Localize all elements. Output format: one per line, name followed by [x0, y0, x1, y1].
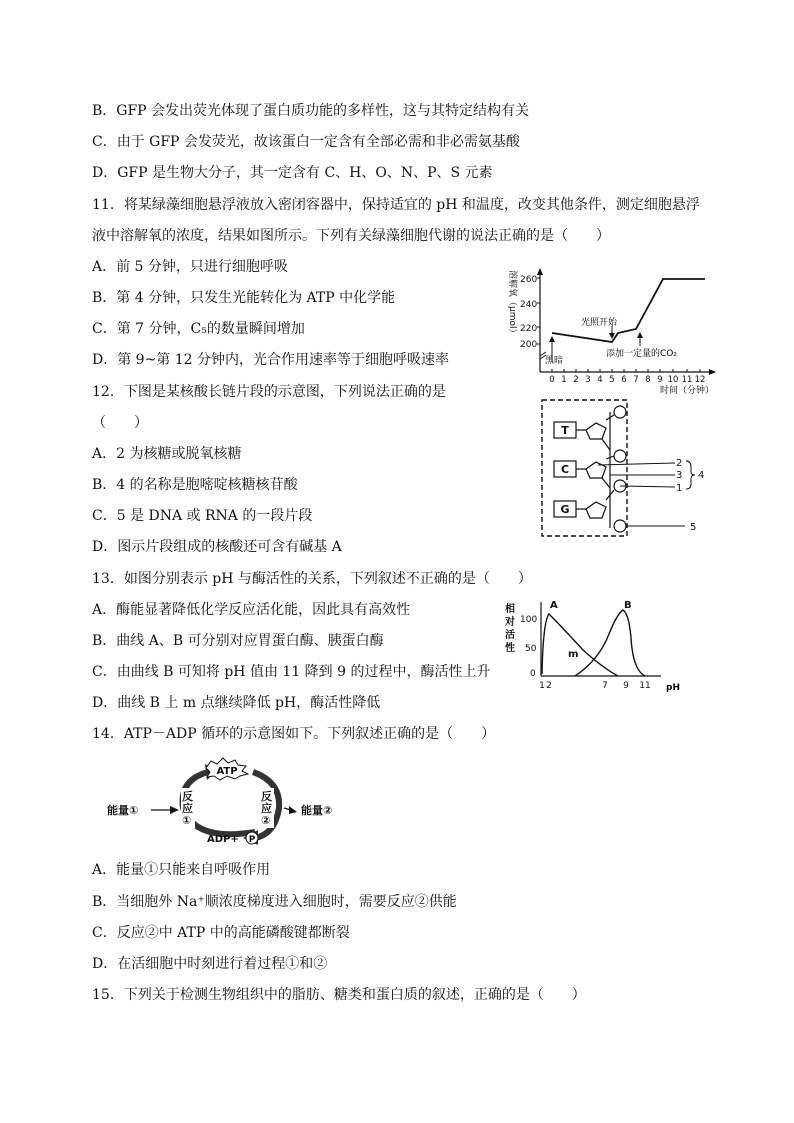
label-5: 5	[690, 522, 697, 533]
dark-label: 黑暗	[545, 356, 564, 366]
x-tick-9: 9	[623, 681, 629, 691]
light-start-label: 光照开始	[581, 318, 618, 328]
reaction-2-char-2: 应	[261, 802, 272, 815]
nucleic-acid-diagram	[540, 398, 725, 543]
dissolved-oxygen-graph	[500, 262, 720, 398]
question-13-stem: 13．如图分别表示 pH 与酶活性的关系，下列叙述不正确的是（ ）	[92, 571, 532, 587]
x-tick-12: 12	[694, 375, 706, 385]
add-co2-label: 添加一定量的CO₂	[606, 349, 677, 359]
base-c: C	[560, 463, 570, 476]
x-tick-2: 2	[546, 681, 552, 691]
option-d-q12: D．图示片段组成的核酸还可含有碱基 A	[92, 539, 342, 555]
x-tick-0: 0	[549, 375, 555, 385]
phosphate-label: P	[248, 835, 256, 845]
x-tick-2: 2	[573, 375, 579, 385]
ylabel-char-4: 性	[505, 643, 515, 654]
y-tick-200: 200	[520, 340, 538, 350]
x-tick-8: 8	[645, 375, 651, 385]
y-tick-100: 100	[520, 615, 538, 625]
option-d-q11: D．第 9~第 12 分钟内，光合作用速率等于细胞呼吸速率	[92, 352, 450, 368]
energy-2-label: 能量②	[301, 804, 333, 817]
option-b-q12: B．4 的名称是胞嘧啶核糖核苷酸	[92, 477, 298, 493]
y-tick-260: 260	[520, 275, 538, 285]
ylabel-char-3: 活	[505, 630, 515, 641]
x-tick-7: 7	[602, 681, 608, 691]
option-d-q10: D．GFP 是生物大分子，其一定含有 C、H、O、N、P、S 元素	[92, 165, 493, 181]
x-tick-11: 11	[681, 375, 693, 385]
x-tick-1: 1	[539, 681, 545, 691]
x-tick-7: 7	[633, 375, 639, 385]
option-c-q11: C．第 7 分钟，C₅的数量瞬间增加	[92, 321, 305, 337]
option-c-q13: C．由曲线 B 可知将 pH 值由 11 降到 9 的过程中，酶活性上升	[92, 664, 491, 680]
option-d-q13: D．曲线 B 上 m 点继续降低 pH，酶活性降低	[92, 695, 381, 711]
energy-1-label: 能量①	[107, 804, 139, 817]
label-2: 2	[676, 458, 683, 469]
curve-a	[542, 614, 618, 676]
base-g: G	[560, 503, 570, 516]
option-a-q11: A．前 5 分钟，只进行细胞呼吸	[92, 259, 288, 275]
base-t: T	[561, 424, 569, 437]
y-tick-220: 220	[520, 324, 538, 334]
point-m-label: m	[568, 649, 579, 660]
reaction-1-char-1: 反	[182, 790, 193, 803]
question-12-stem-1: 12．下图是某核酸长链片段的示意图，下列说法正确的是	[92, 384, 446, 400]
oxygen-curve	[552, 279, 705, 342]
time-x-label: 时间（分钟）	[660, 386, 715, 396]
option-a-q13: A．酶能显著降低化学反应活化能，因此具有高效性	[92, 602, 411, 618]
adp-label: ADP+	[207, 834, 239, 845]
option-c-q14: C．反应②中 ATP 中的高能磷酸键都断裂	[92, 925, 350, 941]
curve-b-label: B	[624, 600, 632, 611]
x-tick-11: 11	[639, 681, 651, 691]
y-tick-240: 240	[520, 300, 538, 310]
ylabel-char-2: 对	[505, 617, 515, 628]
oxygen-y-label: 溶解氧（μmol）	[507, 270, 517, 338]
option-c-q10: C．由于 GFP 会发荧光，故该蛋白一定含有全部必需和非必需氨基酸	[92, 134, 520, 150]
option-a-q12: A．2 为核糖或脱氧核糖	[92, 446, 242, 462]
question-11-stem-1: 11．将某绿藻细胞悬浮液放入密闭容器中，保持适宜的 pH 和温度，改变其他条件，测定细胞悬浮	[92, 197, 700, 213]
option-c-q12: C．5 是 DNA 或 RNA 的一段片段	[92, 508, 313, 524]
x-tick-6: 6	[621, 375, 627, 385]
x-tick-1: 1	[561, 375, 567, 385]
x-tick-4: 4	[597, 375, 603, 385]
x-tick-5: 5	[609, 375, 615, 385]
ph-activity-graph	[503, 598, 693, 696]
question-14-stem: 14．ATP－ADP 循环的示意图如下。下列叙述正确的是（ ）	[92, 726, 496, 742]
question-11-stem-2: 液中溶解氧的浓度，结果如图所示。下列有关绿藻细胞代谢的说法正确的是（ ）	[92, 228, 610, 244]
reaction-1-char-3: ①	[182, 814, 192, 827]
y-tick-50: 50	[525, 644, 537, 654]
option-b-q10: B．GFP 会发出荧光体现了蛋白质功能的多样性，这与其特定结构有关	[92, 103, 530, 119]
reaction-2-char-3: ②	[261, 814, 271, 827]
x-tick-3: 3	[585, 375, 591, 385]
label-3: 3	[676, 470, 683, 481]
atp-label: ATP	[216, 766, 238, 777]
reaction-1-char-2: 应	[182, 802, 193, 815]
option-b-q14: B．当细胞外 Na⁺顺浓度梯度进入细胞时，需要反应②供能	[92, 894, 457, 910]
curve-b	[575, 610, 645, 676]
label-1: 1	[676, 483, 683, 494]
question-12-stem-2: （ ）	[92, 415, 148, 431]
curve-a-label: A	[550, 600, 558, 611]
ylabel-char-1: 相	[505, 604, 515, 615]
label-4: 4	[698, 470, 705, 481]
question-15-stem: 15．下列关于检测生物组织中的脂肪、糖类和蛋白质的叙述，正确的是（ ）	[92, 987, 586, 1003]
atp-adp-cycle-diagram	[103, 750, 358, 850]
x-tick-9: 9	[657, 375, 663, 385]
reaction-2-char-1: 反	[261, 790, 272, 803]
y-tick-0: 0	[530, 669, 536, 679]
option-d-q14: D．在活细胞中时刻进行着过程①和②	[92, 956, 328, 972]
option-a-q14: A．能量①只能来自呼吸作用	[92, 862, 271, 878]
option-b-q13: B．曲线 A、B 可分别对应胃蛋白酶、胰蛋白酶	[92, 633, 384, 649]
ph-x-label: pH	[666, 683, 680, 693]
x-tick-10: 10	[667, 375, 679, 385]
option-b-q11: B．第 4 分钟，只发生光能转化为 ATP 中化学能	[92, 290, 396, 306]
